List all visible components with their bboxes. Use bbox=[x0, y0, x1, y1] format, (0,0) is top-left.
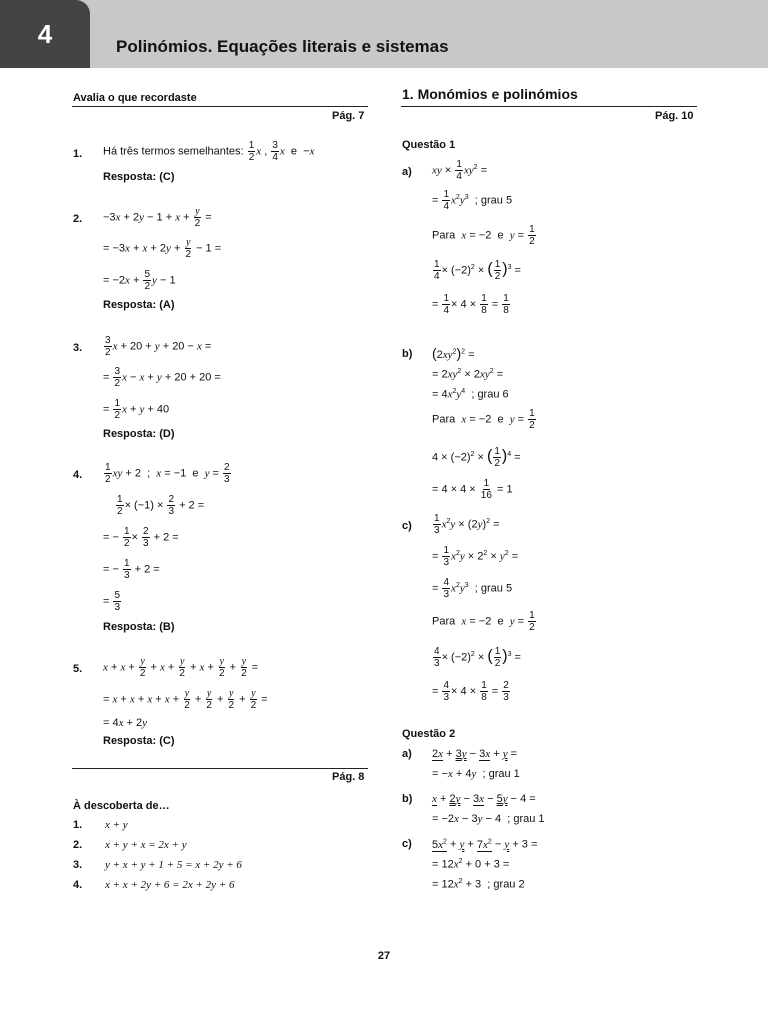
q1-b-line-1: $(2xy^2)^2$ = bbox=[432, 345, 475, 361]
q1-c-label: c) bbox=[402, 520, 412, 532]
item-5-answer: Resposta: (C) bbox=[103, 735, 175, 747]
q1-a-para: Para bbox=[432, 229, 456, 242]
q1-a-line-3: Para x = −2 e y = $\frac{1}{2}$ bbox=[432, 224, 535, 247]
discover-1-number: 1. bbox=[73, 819, 83, 831]
discover-title: À descoberta de… bbox=[73, 800, 170, 812]
item-4-answer: Resposta: (B) bbox=[103, 621, 175, 633]
discover-3: y + x + y + 1 + 5 = x + 2y + 6 bbox=[105, 859, 242, 871]
q1-c-line-1: $\frac{1}{3}$ $x^2y \times (2y)^2$ = bbox=[434, 513, 500, 536]
q1-b-line-3: = $4x^2y^4$ ; grau 6 bbox=[432, 388, 509, 401]
q1-b-para: Para bbox=[432, 413, 456, 426]
item-5-line-3: = 4x + 2y bbox=[103, 717, 148, 729]
item-4-line-1: $\frac{1}{2}$ xy + 2 ; x = −1 e y = $\frac{2}{3}$ bbox=[105, 462, 230, 485]
left-page-ref-1: Pág. 7 bbox=[332, 110, 365, 122]
q2-c-line-2: = $12x^2 + 0 + 3$ = bbox=[432, 858, 510, 871]
item-3-line-3: = $\frac{1}{2}$ x + y + 40 bbox=[103, 398, 170, 421]
discover-4-number: 4. bbox=[73, 879, 83, 891]
chapter-header bbox=[0, 0, 768, 68]
q1-c-line-3: = $\frac{4}{3}$ $x^2y^3$ ; grau 5 bbox=[432, 577, 513, 600]
q2-a-line-1: 2x + 3y − 3x + y = bbox=[432, 748, 518, 760]
item-2-number: 2. bbox=[73, 213, 83, 225]
left-rule-1 bbox=[72, 106, 368, 107]
q2-a-label: a) bbox=[402, 748, 412, 760]
q2-b-line-1: x + 2y − 3x − 5y − 4 = bbox=[432, 793, 536, 805]
q1-b-grau: ; grau 6 bbox=[471, 388, 509, 401]
q1-a-label: a) bbox=[402, 166, 412, 178]
q1-c-para: Para bbox=[432, 615, 456, 628]
discover-3-number: 3. bbox=[73, 859, 83, 871]
q1-c-line-2: = $\frac{1}{3}$ $x^2y \times 2^2 \times y^2$ = bbox=[432, 545, 519, 568]
left-rule-2 bbox=[72, 768, 368, 769]
q1-c-line-6: = $\frac{4}{3}$ × 4 × $\frac{1}{8}$ = $\frac{2}{3}$ bbox=[432, 680, 509, 703]
question-2-title: Questão 2 bbox=[402, 728, 456, 740]
item-1-answer: Resposta: (C) bbox=[103, 171, 175, 183]
item-1-expression: Há três termos semelhantes: $\frac{1}{2}$ x , $\frac{3}{4}$ x e −x bbox=[103, 140, 315, 163]
q1-a-grau: ; grau 5 bbox=[474, 194, 513, 207]
discover-2-number: 2. bbox=[73, 839, 83, 851]
item-4-line-3: = − $\frac{1}{2}$ × $\frac{2}{3}$ + 2 = bbox=[103, 526, 179, 549]
item-5-line-2: = x + x + x + x + $\frac{y}{2}$ + $\frac{y}{2}$ + $\frac{y}{2}$ + $\frac{y}{2}$ = bbox=[103, 688, 268, 711]
item-1-number: 1. bbox=[73, 148, 83, 160]
right-section-title: 1. Monómios e polinómios bbox=[402, 86, 578, 102]
right-page-ref: Pág. 10 bbox=[655, 110, 694, 122]
chapter-number: 4 bbox=[0, 0, 90, 68]
q1-b-line-4: Para x = −2 e y = $\frac{1}{2}$ bbox=[432, 408, 535, 431]
left-section-title: Avalia o que recordaste bbox=[73, 92, 197, 104]
q2-b-label: b) bbox=[402, 793, 413, 805]
q2-b-line-2: = −2x − 3y − 4 ; grau 1 bbox=[432, 813, 545, 825]
chapter-title: Polinómios. Equações literais e sistemas bbox=[116, 37, 449, 56]
item-4-line-2: $\frac{1}{2}$ × (−1) × $\frac{2}{3}$ + 2 = bbox=[117, 494, 205, 517]
q2-c-line-1: $5x^2 + y + 7x^2 - y + 3$ = bbox=[432, 838, 538, 851]
item-4-number: 4. bbox=[73, 469, 83, 481]
item-2-line-3: = −2x + $\frac{5}{2}$ y − 1 bbox=[103, 269, 176, 292]
item-1-text: Há três termos semelhantes: bbox=[103, 145, 244, 158]
q1-b-line-2: = $2xy^2 \times 2xy^2$ = bbox=[432, 368, 504, 381]
q1-b-line-6: = 4 × 4 × $\frac{1}{16}$ = 1 bbox=[432, 478, 513, 501]
page-number: 27 bbox=[377, 950, 391, 962]
item-4-line-5: = $\frac{5}{3}$ bbox=[103, 590, 121, 613]
q1-c-line-4: Para x = −2 e y = $\frac{1}{2}$ bbox=[432, 610, 535, 633]
item-4-line-4: = − $\frac{1}{3}$ + 2 = bbox=[103, 558, 160, 581]
item-2-line-2: = −3x + x + 2y + $\frac{y}{2}$ − 1 = bbox=[103, 237, 222, 260]
item-5-number: 5. bbox=[73, 663, 83, 675]
question-1-title: Questão 1 bbox=[402, 139, 456, 151]
discover-1: x + y bbox=[105, 819, 128, 831]
q2-c-grau: ; grau 2 bbox=[487, 878, 525, 891]
q2-a-line-2: = −x + 4y ; grau 1 bbox=[432, 768, 520, 780]
item-5-line-1: x + x + $\frac{y}{2}$ + x + $\frac{y}{2}$ + x + $\frac{y}{2}$ + $\frac{y}{2}$ = bbox=[103, 656, 259, 679]
discover-2: x + y + x = 2x + y bbox=[105, 839, 187, 851]
q1-a-line-4: $\frac{1}{4}$ × $(-2)^2$ × ( $\frac{1}{2}$ )$^3$ = bbox=[434, 259, 521, 282]
q1-a-line-1: xy × $\frac{1}{4}$ $xy^2$ = bbox=[432, 159, 488, 182]
q1-a-line-2: = $\frac{1}{4}$ $x^2y^3$ ; grau 5 bbox=[432, 189, 513, 212]
q1-b-line-5: $4 \times (-2)^2$ × ( $\frac{1}{2}$ )$^4$ = bbox=[432, 446, 521, 469]
item-3-line-2: = $\frac{3}{2}$ x − x + y + 20 + 20 = bbox=[103, 366, 221, 389]
item-3-line-1: $\frac{3}{2}$ x + 20 + y + 20 − x = bbox=[105, 335, 212, 358]
q1-c-grau: ; grau 5 bbox=[474, 582, 513, 595]
discover-4: x + x + 2y + 6 = 2x + 2y + 6 bbox=[105, 879, 235, 891]
item-3-answer: Resposta: (D) bbox=[103, 428, 175, 440]
q1-b-label: b) bbox=[402, 348, 413, 360]
q1-a-line-5: = $\frac{1}{4}$ × 4 × $\frac{1}{8}$ = $\frac{1}{8}$ bbox=[432, 293, 509, 316]
item-2-line-1: −3x + 2y − 1 + x + $\frac{y}{2}$ = bbox=[103, 206, 212, 229]
item-2-answer: Resposta: (A) bbox=[103, 299, 175, 311]
left-page-ref-2: Pág. 8 bbox=[332, 771, 365, 783]
item-3-number: 3. bbox=[73, 342, 83, 354]
q2-a-grau: ; grau 1 bbox=[482, 768, 520, 780]
q2-c-line-3: = $12x^2 + 3$ ; grau 2 bbox=[432, 878, 525, 891]
q1-c-line-5: $\frac{4}{3}$ × $(-2)^2$ × ( $\frac{1}{2}$ )$^3$ = bbox=[434, 646, 521, 669]
q2-c-label: c) bbox=[402, 838, 412, 850]
q2-b-grau: ; grau 1 bbox=[507, 813, 545, 825]
right-rule bbox=[401, 106, 697, 107]
